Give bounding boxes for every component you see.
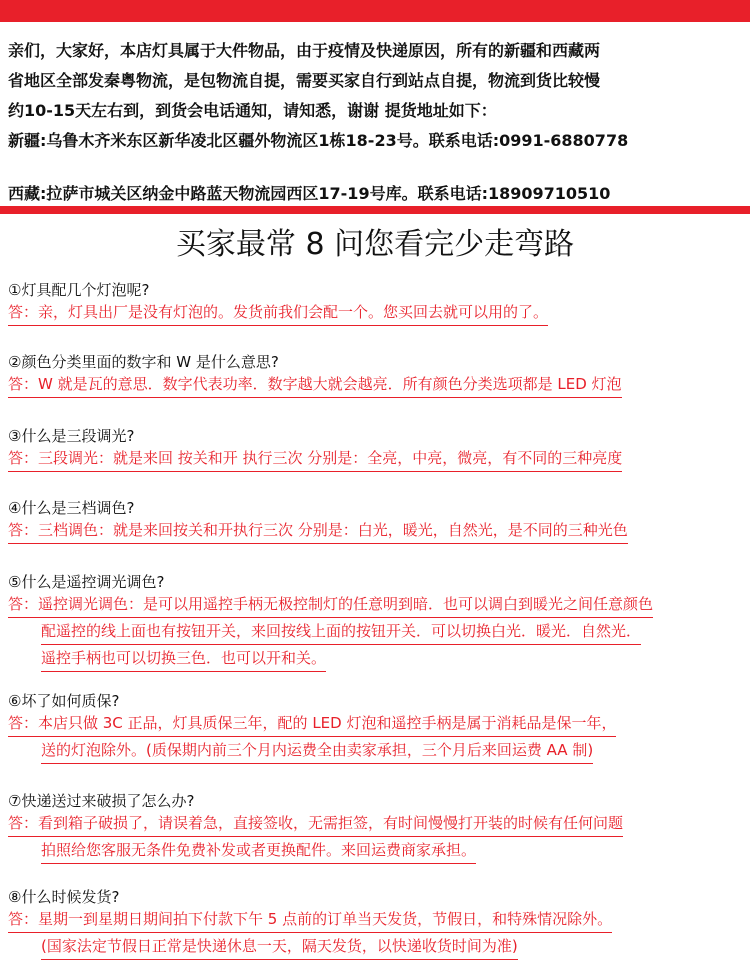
top-red-bar [0,0,750,22]
faq-item [8,790,748,866]
faq-question: ⑥坏了如何质保? [8,692,120,710]
page-title: 买家最常 8 问您看完少走弯路 [175,227,575,262]
notice-line: 约10-15天左右到，到货会电话通知，请知悉，谢谢 提货地址如下： [8,101,497,120]
tibet-address: 西藏:拉萨市城关区纳金中路蓝天物流园西区17-19号库。联系电话:18909710510 [8,184,611,203]
notice-line: 亲们，大家好，本店灯具属于大件物品，由于疫情及快递原因，所有的新疆和西藏两 [8,41,601,60]
faq-answer: 拍照给您客服无条件免费补发或者更换配件。来回运费商家承担。 [41,839,476,864]
faq-item [8,351,748,400]
faq-answer: 答：星期一到星期日期间拍下付款下午 5 点前的订单当天发货，节假日，和特殊情况除外。 [8,908,612,933]
notice-line: 新疆:乌鲁木齐米东区新华凌北区疆外物流区1栋18-23号。联系电话:0991-6880778 [8,131,629,150]
faq-answer: 答：三段调光：就是来回 按关和开 执行三次 分别是：全亮，中亮，微亮，有不同的三种亮度 [8,447,622,472]
faq-answer: 答：W 就是瓦的意思．数字代表功率．数字越大就会越亮．所有颜色分类选项都是 LED 灯泡 [8,373,622,398]
faq-answer: 配遥控的线上面也有按钮开关，来回按线上面的按钮开关．可以切换白光．暖光．自然光． [41,620,641,645]
faq-item [8,690,748,766]
faq-item [8,497,748,546]
faq-item [8,571,748,674]
faq-question: ④什么是三档调色? [8,499,135,517]
faq-question: ③什么是三段调光? [8,427,135,445]
faq-answer: 答：遥控调光调色：是可以用遥控手柄无极控制灯的任意明到暗．也可以调白到暖光之间任意颜色 [8,593,653,618]
faq-item [8,425,748,474]
faq-answer: 遥控手柄也可以切换三色．也可以开和关。 [41,647,326,672]
faq-answer: 答：看到箱子破损了，请误着急，直接签收，无需拒签，有时间慢慢打开装的时候有任何问题 [8,812,623,837]
faq-answer: 答：本店只做 3C 正品，灯具质保三年，配的 LED 灯泡和遥控手柄是属于消耗品是保一年， [8,712,616,737]
shipping-notice [8,36,746,156]
faq-question: ①灯具配几个灯泡呢? [8,281,150,299]
faq-answer: (国家法定节假日正常是快递休息一天，隔天发货，以快递收货时间为准) [41,935,518,960]
faq-question: ⑤什么是遥控调光调色? [8,573,165,591]
divider-red-bar [0,206,750,214]
faq-answer: 送的灯泡除外。(质保期内前三个月内运费全由卖家承担，三个月后来回运费 AA 制) [41,739,593,764]
faq-answer: 答：亲，灯具出厂是没有灯泡的。发货前我们会配一个。您买回去就可以用的了。 [8,301,548,326]
faq-item [8,886,748,962]
faq-question: ⑧什么时候发货? [8,888,120,906]
faq-answer: 答：三档调色：就是来回按关和开执行三次 分别是：白光，暖光，自然光，是不同的三种光色 [8,519,628,544]
notice-line: 省地区全部发秦粤物流，是包物流自提，需要买家自行到站点自提，物流到货比较慢 [8,71,601,90]
faq-item [8,279,748,328]
faq-question: ⑦快递送过来破损了怎么办? [8,792,195,810]
faq-question: ②颜色分类里面的数字和 W 是什么意思? [8,353,279,371]
